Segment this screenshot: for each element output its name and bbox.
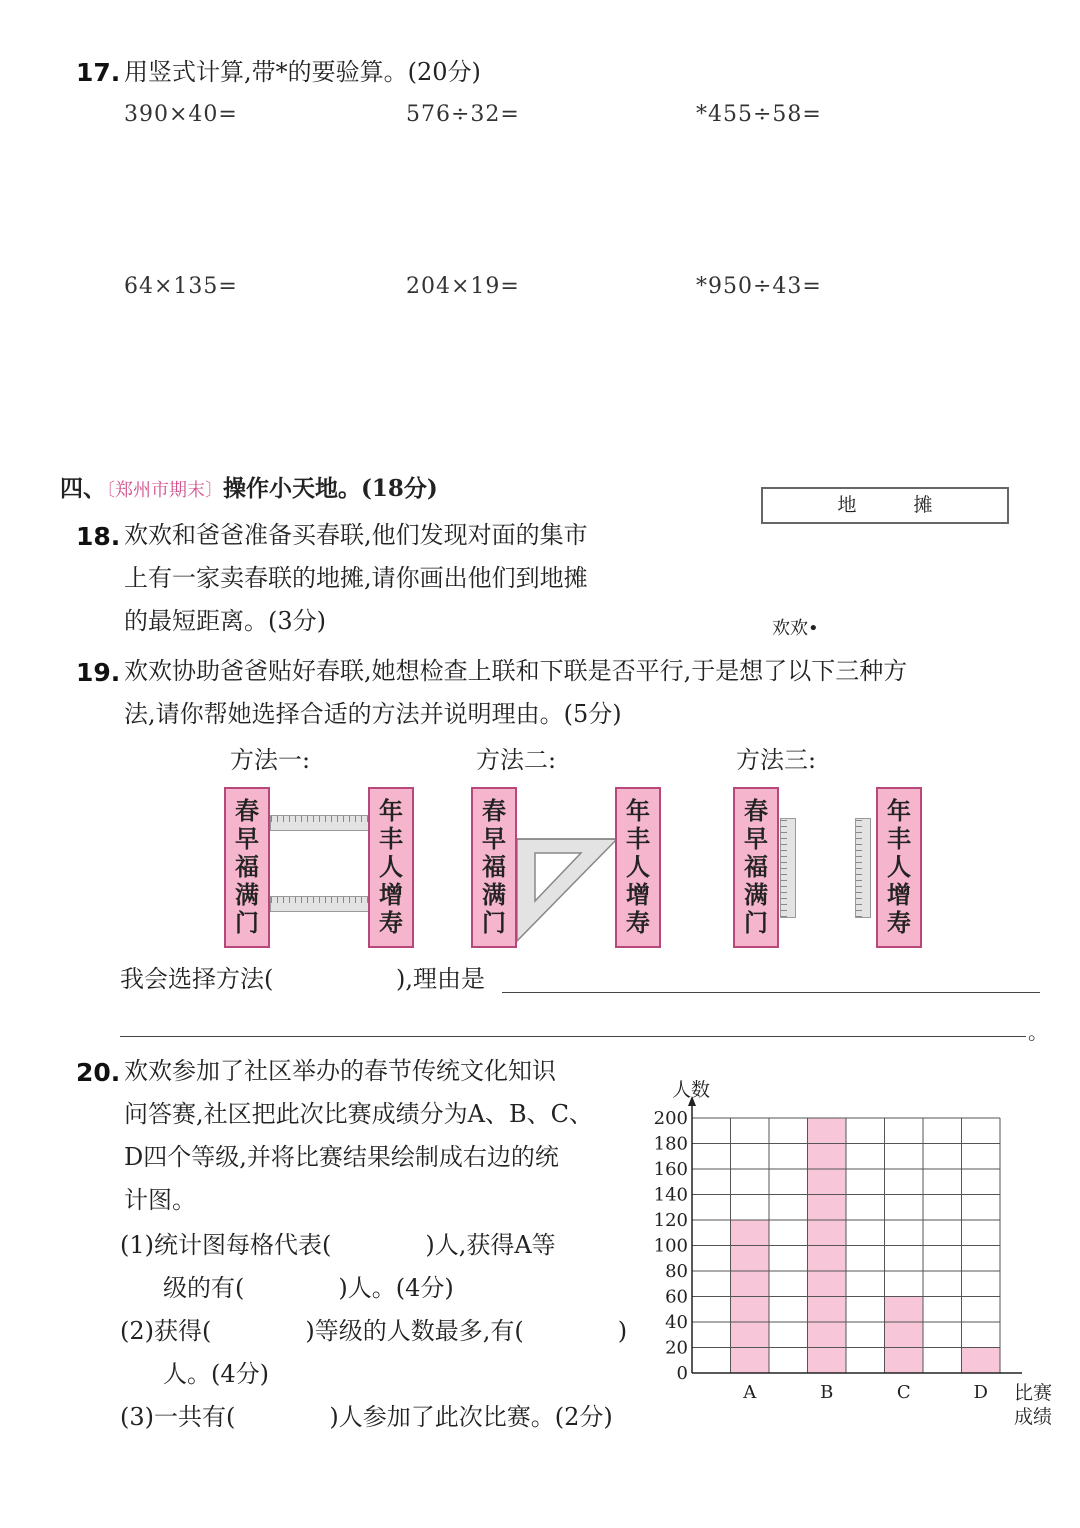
q20-sub1-cont: [163, 1267, 454, 1310]
source-tag: 〔郑州市期末〕: [106, 480, 223, 501]
couplet-char: 福: [482, 853, 506, 881]
sub2-part: ): [617, 1317, 628, 1345]
couplet-char: 寿: [379, 909, 403, 937]
lower-couplet: [876, 787, 922, 948]
y-tick-label: 120: [653, 1210, 688, 1231]
couplet-char: 满: [744, 881, 768, 909]
couplet-char: 福: [744, 853, 768, 881]
q20-line: 欢欢参加了社区举办的春节传统文化知识: [124, 1057, 556, 1085]
couplet-char: 春: [482, 797, 506, 825]
bar-C: [885, 1297, 924, 1374]
triangle-ruler-icon: [515, 835, 620, 945]
couplet-char: 早: [235, 825, 259, 853]
sub2-part: )等级的人数最多,有(: [305, 1317, 524, 1345]
bar-chart: [640, 1070, 1060, 1440]
y-tick-label: 20: [665, 1337, 688, 1359]
q20-line: D四个等级,并将比赛结果绘制成右边的统: [124, 1143, 559, 1171]
couplet-char: 人: [626, 853, 650, 881]
x-tick-label: B: [820, 1382, 834, 1403]
x-axis-label: 比赛: [1014, 1382, 1053, 1404]
q18-line: 欢欢和爸爸准备买春联,他们发现对面的集市: [124, 521, 588, 549]
section-4-prefix: 四、: [60, 475, 106, 502]
reason-answer-line[interactable]: [120, 1036, 1026, 1037]
sub3-part: (3)一共有(: [120, 1403, 236, 1431]
q19-line: 法,请你帮她选择合适的方法并说明理由。(5分): [124, 700, 622, 728]
couplet-char: 年: [887, 797, 911, 825]
couplet-char: 门: [482, 909, 506, 937]
couplet-char: 增: [887, 881, 911, 909]
y-tick-label: 200: [653, 1108, 688, 1129]
couplet-char: 寿: [626, 909, 650, 937]
y-tick-label: 40: [665, 1312, 688, 1333]
stall-box: 地 摊: [761, 487, 1009, 524]
x-tick-label: C: [896, 1382, 911, 1403]
couplet-char: 早: [482, 825, 506, 853]
couplet-char: 门: [744, 909, 768, 937]
method-2-label: 方法二:: [476, 746, 557, 774]
method-3-label: 方法三:: [736, 746, 817, 774]
q20-sub3: [120, 1396, 613, 1439]
couplet-char: 人: [379, 853, 403, 881]
calc-item: *455÷58=: [696, 102, 822, 127]
sub3-part: )人参加了此次比赛。(2分): [329, 1403, 613, 1431]
sub1-part: (1)统计图每格代表(: [120, 1231, 332, 1259]
q19-line: 欢欢协助爸爸贴好春联,她想检查上联和下联是否平行,于是想了以下三种方: [124, 657, 908, 685]
y-axis-label: 人数: [672, 1079, 711, 1101]
calc-item: *950÷43=: [696, 274, 822, 299]
ruler-icon: [270, 896, 370, 912]
lower-couplet: [368, 787, 414, 948]
couplet-char: 增: [626, 881, 650, 909]
upper-couplet: [224, 787, 270, 948]
ruler-icon: [855, 818, 871, 918]
ruler-icon: [780, 818, 796, 918]
couplet-char: 年: [379, 797, 403, 825]
calc-item: 576÷32=: [406, 102, 520, 127]
couplet-char: 春: [744, 797, 768, 825]
q20-sub1: [120, 1224, 556, 1267]
y-tick-label: 80: [665, 1261, 688, 1282]
calc-item: 64×135=: [124, 274, 238, 299]
q18-number: 18.: [76, 522, 121, 551]
sub2-part: (2)获得(: [120, 1317, 212, 1345]
q20-line: 问答赛,社区把此次比赛成绩分为A、B、C、: [124, 1100, 593, 1128]
person-label: 欢欢•: [772, 618, 819, 639]
couplet-char: 丰: [887, 825, 911, 853]
sub1-part: )人。(4分): [338, 1274, 454, 1302]
answer-period: 。: [1028, 1020, 1048, 1044]
section-4-title: 操作小天地。(18分): [223, 475, 438, 502]
x-axis-label: 成绩: [1014, 1406, 1053, 1428]
sub1-part: 级的有(: [163, 1274, 245, 1302]
q18-line: 的最短距离。(3分): [124, 607, 326, 635]
couplet-char: 年: [626, 797, 650, 825]
ruler-icon: [270, 815, 370, 831]
upper-couplet: [733, 787, 779, 948]
q20-line: 计图。: [124, 1186, 196, 1214]
q19-answer-prefix: 我会选择方法(: [120, 965, 274, 993]
method-1-label: 方法一:: [230, 746, 311, 774]
couplet-char: 丰: [626, 825, 650, 853]
calc-item: 204×19=: [406, 274, 520, 299]
couplet-char: 寿: [887, 909, 911, 937]
couplet-char: 早: [744, 825, 768, 853]
couplet-char: 增: [379, 881, 403, 909]
q18-line: 上有一家卖春联的地摊,请你画出他们到地摊: [124, 564, 588, 592]
q17-number: 17.: [76, 58, 121, 87]
q19-answer-mid: ),理由是: [396, 965, 485, 993]
section-4-header: [60, 470, 438, 503]
y-tick-label: 100: [653, 1235, 688, 1257]
couplet-char: 门: [235, 909, 259, 937]
couplet-char: 满: [235, 881, 259, 909]
y-tick-label: 160: [653, 1159, 688, 1180]
y-tick-label: 140: [653, 1184, 688, 1206]
couplet-char: 满: [482, 881, 506, 909]
calc-item: 390×40=: [124, 102, 238, 127]
couplet-char: 春: [235, 797, 259, 825]
q20-number: 20.: [76, 1058, 121, 1087]
q20-sub2: [120, 1310, 627, 1353]
couplet-char: 福: [235, 853, 259, 881]
couplet-char: 丰: [379, 825, 403, 853]
x-tick-label: D: [973, 1382, 988, 1403]
reason-answer-line[interactable]: [502, 992, 1040, 993]
upper-couplet: [471, 787, 517, 948]
x-tick-label: A: [743, 1382, 757, 1403]
y-tick-label: 180: [653, 1133, 688, 1155]
lower-couplet: [615, 787, 661, 948]
q19-number: 19.: [76, 658, 121, 687]
bar-D: [962, 1348, 1001, 1374]
method-answer-blank[interactable]: [296, 966, 396, 996]
sub1-part: )人,获得A等: [425, 1231, 556, 1259]
couplet-char: 人: [887, 853, 911, 881]
q17-text: 用竖式计算,带*的要验算。(20分): [124, 58, 481, 86]
q20-sub2-cont: 人。(4分): [163, 1360, 269, 1388]
y-tick-label: 60: [665, 1286, 688, 1308]
y-tick-label: 0: [676, 1363, 688, 1384]
